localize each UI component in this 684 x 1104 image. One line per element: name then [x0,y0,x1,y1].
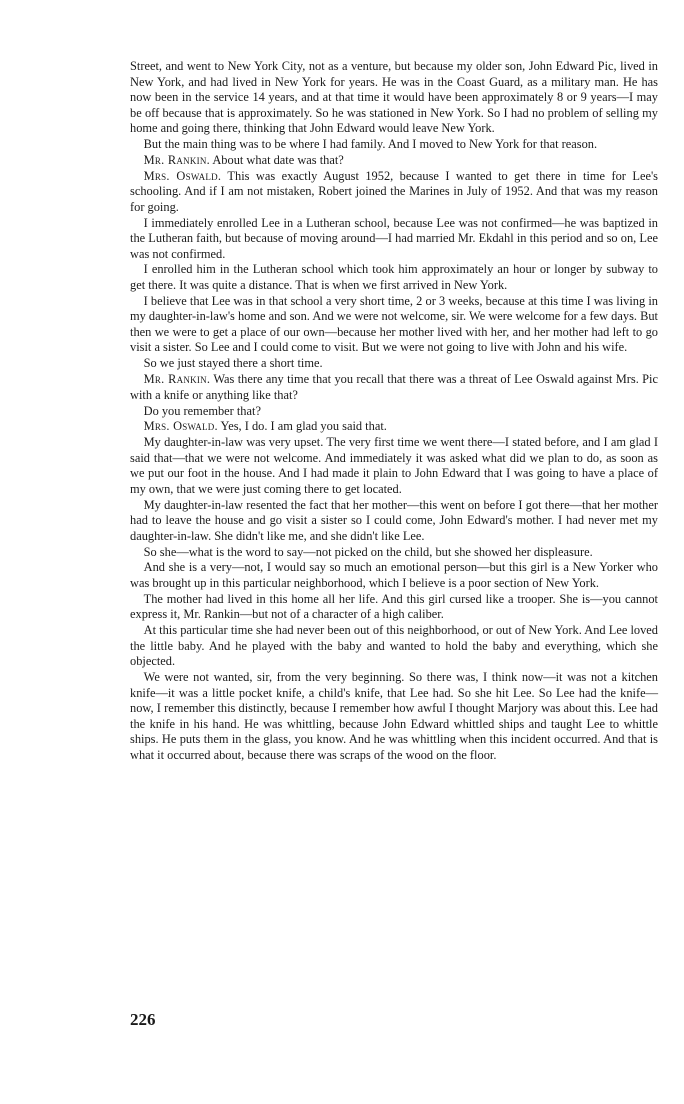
paragraph-text: The mother had lived in this home all her life. And this girl cursed like a trooper. She is—you cannot express it, Mr. Rankin—but not of a character of a high caliber. [130,591,658,622]
paragraph [130,262,658,293]
paragraph-text: My daughter-in-law was very upset. The very first time we went there—I stated before, and I am glad I said that—that we were not welcome. And immediately it was asked what did we plan to do, as soon as we put our foot in the house. And I had made it plain to John Edward that I was going to have a place of my own, that we were just coming there to get located. [130,435,658,496]
paragraph [130,294,658,356]
paragraph-text: And she is a very—not, I would say so much an emotional person—but this girl is a New Yorker who was brought up in this particular neighborhood, which I believe is a poor section of New York. [130,560,658,590]
paragraph-text: Street, and went to New York City, not as a venture, but because my older son, John Edward Pic, lived in New York, and had lived in New York for years. He was in the Coast Guard, as a military man. He has now been in the service 14 years, and at that time it would have been approximately 8 or 9 years—I may be off because that is approximately. So he was stationed in New York. So I had no problem of selling my home and going there, thinking that John Edward would leave New York. [130,59,658,135]
paragraph [130,153,658,169]
paragraph [130,592,658,623]
paragraph-text: I believe that Lee was in that school a very short time, 2 or 3 weeks, because at this time I was living in my daughter-in-law's home and son. And we were not welcome, sir. We were welcome for a few days. But then we were to get a place of our own—because her mother lived with her, and her mother had left to go visit a sister. So Lee and I could come to visit. But we were not going to live with John and his wife. [130,293,658,355]
paragraph-text: At this particular time she had never been out of this neighborhood, or out of New York. And Lee loved the little baby. And he played with the baby and wanted to hold the baby and everything, which she objected. [130,623,658,669]
paragraph [130,59,658,137]
paragraph-text: Yes, I do. I am glad you said that. [217,419,387,434]
paragraph-text: Was there any time that you recall that there was a threat of Lee Oswald against Mrs. Pic with a knife or anything like that? [130,372,658,402]
paragraph [130,498,658,545]
paragraph-text: This was exactly August 1952, because I wanted to get there in time for Lee's schooling. And if I am not mistaken, Robert joined the Marines in July of 1952. And that was my reason for going. [130,168,658,214]
paragraph-text: We were not wanted, sir, from the very beginning. So there was, I think now—it was not a kitchen knife—it was a little pocket knife, a child's knife, that Lee had. So she hit Lee. So Lee had the knife—now, I remember this distinctly, because I remember how awful I thought Marjory was about this. Lee had the knife in his hand. He was whittling, because John Edward whittled ships and taught Lee to whittle ships. He puts them in the glass, you know. And he was whittling when this incident occurred. And that is what it occurred about, because there was scraps of the wood on the floor. [130,670,658,762]
paragraph-text: So she—what is the word to say—not picked on the child, but she showed her displeasure. [143,544,593,559]
paragraph [130,169,658,216]
paragraph [130,560,658,591]
paragraph-text: So we just stayed there a short time. [143,356,323,371]
page-number: 226 [130,1010,156,1029]
paragraph [130,216,658,263]
speaker-label: Mr. Rankin. [143,152,210,167]
paragraph-text: About what date was that? [209,152,344,167]
paragraph-text: Do you remember that? [143,403,261,418]
paragraph [130,623,658,670]
speaker-label: Mrs. Oswald. [143,419,218,434]
paragraph [130,545,658,561]
speaker-label: Mr. Rankin. [143,372,211,387]
paragraph [130,419,658,435]
paragraph [130,137,658,153]
paragraph [130,356,658,372]
document-page-text [130,59,658,764]
paragraph [130,404,658,420]
speaker-label: Mrs. Oswald. [143,168,222,183]
paragraph-text: I enrolled him in the Lutheran school which took him approximately an hour or longer by subway to get there. It was quite a distance. That is when we first arrived in New York. [130,262,658,292]
paragraph [130,372,658,403]
paragraph-text: I immediately enrolled Lee in a Lutheran school, because Lee was not confirmed—he was baptized in the Lutheran faith, but because of moving around—I had married Mr. Ekdahl in this period and so on, Lee was not confirmed. [130,215,658,261]
paragraph [130,435,658,497]
paragraph-text: But the main thing was to be where I had family. And I moved to New York for that reason. [143,136,598,151]
paragraph-text: My daughter-in-law resented the fact that her mother—this went on before I got there—that her mother had to leave the house and go visit a sister so I could come, John Edward's mother. I had never met my daughter-in-law. She didn't like me, and she didn't like Lee. [130,497,658,543]
paragraph [130,670,658,763]
